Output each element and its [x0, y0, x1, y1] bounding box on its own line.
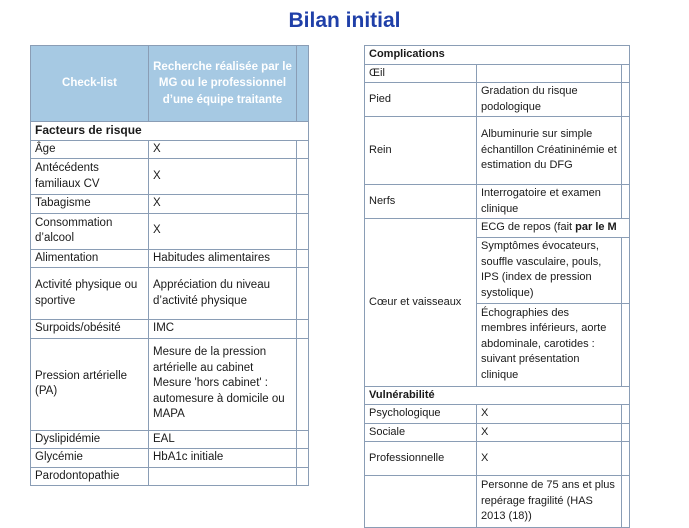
- row-value: EAL: [149, 430, 297, 449]
- row-blank: [622, 117, 630, 185]
- table-row: [31, 213, 309, 249]
- row-blank: [297, 320, 309, 339]
- table-row: [31, 467, 309, 486]
- row-blank: [297, 140, 309, 159]
- table-row: [31, 140, 309, 159]
- row-label: Tabagisme: [31, 195, 149, 214]
- row-value: IMC: [149, 320, 297, 339]
- section-row: [31, 122, 309, 141]
- row-value: Mesure de la pression artérielle au cabinet Mesure 'hors cabinet' : automesure à domicile ou MAPA: [149, 338, 297, 430]
- row-value: Gradation du risque podologique: [477, 83, 622, 117]
- ecg-bold-text: par le M: [575, 221, 617, 233]
- row-value: X: [149, 213, 297, 249]
- row-label: Surpoids/obésité: [31, 320, 149, 339]
- row-label: Œil: [365, 64, 477, 83]
- row-value: [149, 467, 297, 486]
- row-blank: [297, 249, 309, 268]
- row-label: Cœur et vaisseaux: [365, 219, 477, 387]
- row-blank: [622, 476, 630, 528]
- table-row: [365, 117, 630, 185]
- table-row: [365, 423, 630, 442]
- section-risk-factors: Facteurs de risque: [31, 122, 309, 141]
- table-row: [31, 249, 309, 268]
- row-value-ecg: [477, 219, 630, 238]
- header-blank: [297, 46, 309, 122]
- row-value: Albuminurie sur simple échantillon Créatininémie et estimation du DFG: [477, 117, 622, 185]
- row-label: Âge: [31, 140, 149, 159]
- complications-table: [364, 45, 630, 528]
- header-research: Recherche réalisée par le MG ou le professionnel d’une équipe traitante: [149, 46, 297, 122]
- row-value: [477, 64, 622, 83]
- table-row: [365, 476, 630, 528]
- table-row: [31, 320, 309, 339]
- table-row: [31, 449, 309, 468]
- row-blank: [297, 430, 309, 449]
- row-label: Pied: [365, 83, 477, 117]
- row-blank: [297, 195, 309, 214]
- row-label: Pression artérielle (PA): [31, 338, 149, 430]
- row-blank: [297, 449, 309, 468]
- table-row: [31, 159, 309, 195]
- row-value: X: [149, 195, 297, 214]
- row-label: Consommation d’alcool: [31, 213, 149, 249]
- row-blank: [622, 83, 630, 117]
- page-title: Bilan initial: [288, 9, 401, 32]
- row-label: Psychologique: [365, 405, 477, 424]
- row-value: X: [149, 140, 297, 159]
- row-value: Personne de 75 ans et plus repérage fragilité (HAS 2013 (18)): [477, 476, 622, 528]
- header-checklist: Check-list: [31, 46, 149, 122]
- section-row: [365, 386, 630, 405]
- row-blank: [622, 64, 630, 83]
- row-blank: [297, 213, 309, 249]
- row-value: Symptômes évocateurs, souffle vasculaire, pouls, IPS (index de pression systolique): [477, 237, 622, 303]
- table-row: [31, 195, 309, 214]
- section-row: [365, 46, 630, 65]
- row-blank: [297, 338, 309, 430]
- table-row: [365, 442, 630, 476]
- row-label: Sociale: [365, 423, 477, 442]
- ecg-text: ECG de repos (fait: [481, 221, 576, 233]
- section-vulnerability: Vulnérabilité: [365, 386, 630, 405]
- row-blank: [297, 467, 309, 486]
- section-complications: Complications: [365, 46, 630, 65]
- row-label: [365, 476, 477, 528]
- row-label: Antécédents familiaux CV: [31, 159, 149, 195]
- row-blank: [622, 185, 630, 219]
- row-blank: [622, 423, 630, 442]
- table-row: [365, 185, 630, 219]
- row-blank: [622, 405, 630, 424]
- row-value: X: [149, 159, 297, 195]
- table-row: [365, 83, 630, 117]
- row-label: Nerfs: [365, 185, 477, 219]
- row-value: X: [477, 442, 622, 476]
- row-label: Dyslipidémie: [31, 430, 149, 449]
- row-value: X: [477, 405, 622, 424]
- row-blank: [622, 442, 630, 476]
- table-row: [365, 64, 630, 83]
- row-value: HbA1c initiale: [149, 449, 297, 468]
- row-label: Parodontopathie: [31, 467, 149, 486]
- row-label: Professionnelle: [365, 442, 477, 476]
- row-value: Habitudes alimentaires: [149, 249, 297, 268]
- row-blank: [297, 268, 309, 320]
- row-label: Glycémie: [31, 449, 149, 468]
- row-value: X: [477, 423, 622, 442]
- table-row: [365, 405, 630, 424]
- row-label: Activité physique ou sportive: [31, 268, 149, 320]
- table-header-row: [31, 46, 309, 122]
- table-row: [31, 268, 309, 320]
- row-value: Interrogatoire et examen clinique: [477, 185, 622, 219]
- row-label: Rein: [365, 117, 477, 185]
- table-row: [365, 219, 630, 238]
- row-blank: [622, 237, 630, 303]
- row-label: Alimentation: [31, 249, 149, 268]
- row-value: Échographies des membres inférieurs, aorte abdominale, carotides : suivant présentation clinique: [477, 303, 622, 386]
- risk-factors-table: [30, 45, 309, 486]
- table-row: [31, 430, 309, 449]
- table-row: [31, 338, 309, 430]
- row-blank: [622, 303, 630, 386]
- row-blank: [297, 159, 309, 195]
- row-value: Appréciation du niveau d’activité physique: [149, 268, 297, 320]
